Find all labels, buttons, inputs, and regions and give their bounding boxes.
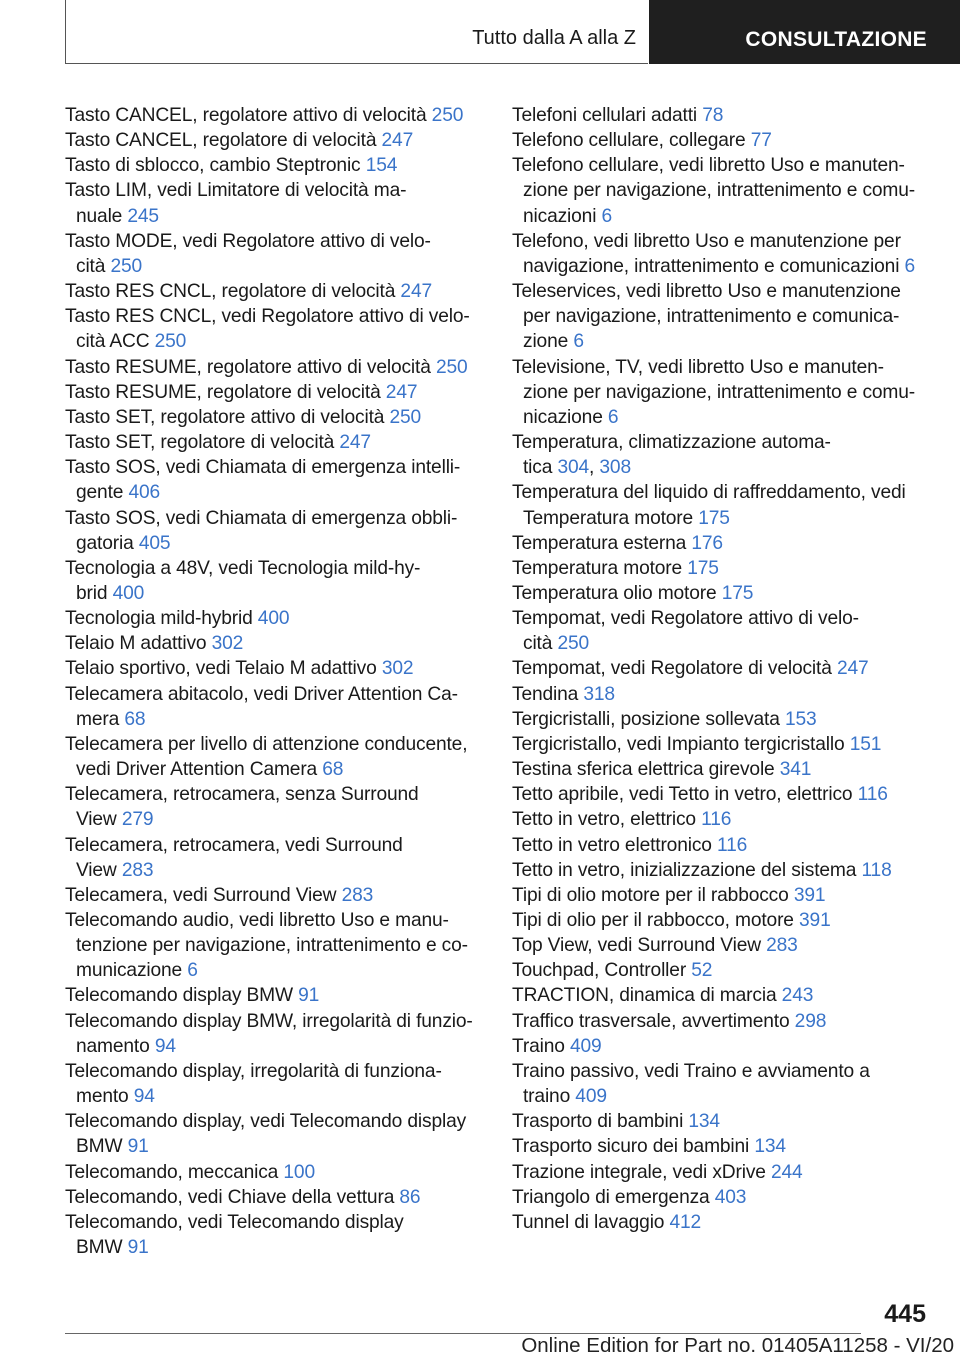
index-entry: [512, 606, 932, 656]
index-entry: [512, 782, 932, 807]
page-reference-link[interactable]: 247: [400, 281, 432, 303]
index-entry: [65, 1185, 485, 1210]
index-entry: [512, 103, 932, 128]
index-entry-text: cità: [523, 633, 553, 655]
page-reference-link[interactable]: 250: [431, 105, 464, 126]
index-entry: Temperatura, climatizzazione automa- tica 304, 308: [512, 432, 831, 479]
index-entry-text: Televisione, TV, vedi libretto Uso e manuten-: [512, 356, 884, 378]
page-reference-link[interactable]: 403: [714, 1186, 747, 1208]
index-entry-text: tenzione per navigazione, intrattenimento e co-: [76, 935, 468, 957]
index-entry: [512, 128, 932, 153]
page-reference-link[interactable]: 175: [721, 582, 754, 604]
index-entry-text: Tempomat, vedi Regolatore di velocità: [512, 658, 832, 680]
header-chapter-tab: CONSULTAZIONE: [649, 0, 960, 64]
index-entry: [65, 455, 485, 505]
index-entry: [512, 355, 932, 430]
index-entry: [65, 556, 485, 606]
page-reference-link[interactable]: 153: [784, 708, 817, 730]
page-reference-link[interactable]: 412: [669, 1211, 702, 1233]
page-reference-link[interactable]: 175: [687, 557, 719, 579]
index-entry-text: Telecamera per livello di attenzione conducente,: [65, 733, 468, 755]
index-entry-text: Telecomando display, vedi Telecomando display: [65, 1111, 467, 1133]
page-reference-link[interactable]: 6: [601, 205, 613, 227]
index-entry: [512, 958, 932, 983]
index-entry-text: Tasto di sblocco, cambio Steptronic: [65, 155, 361, 177]
index-entry: [512, 279, 932, 354]
index-entry: [65, 178, 485, 228]
index-entry: [65, 732, 485, 782]
header-left-rule: [65, 0, 66, 64]
index-entry-text: gatoria: [76, 532, 134, 554]
page-reference-link[interactable]: 78: [702, 105, 724, 126]
index-entry: [512, 933, 932, 958]
page-reference-link[interactable]: 400: [257, 608, 290, 630]
page-reference-link[interactable]: 391: [799, 910, 831, 931]
index-entry: [65, 883, 485, 908]
index-entry: [65, 405, 485, 430]
page-reference-link[interactable]: 302: [381, 658, 414, 680]
index-entry-text: cità ACC: [76, 331, 150, 353]
index-entry: [512, 807, 932, 832]
index-entry-text: traino: [523, 1086, 571, 1108]
page-reference-link[interactable]: 247: [836, 658, 869, 680]
index-entry-text: nuale: [76, 205, 123, 227]
index-entry-text: brid: [76, 582, 108, 604]
index-entry-text: mento: [76, 1086, 129, 1108]
page-reference-link[interactable]: 94: [154, 1035, 176, 1057]
index-entry: [512, 1185, 932, 1210]
index-entry-text: Tergicristalli, posizione sollevata: [512, 708, 780, 730]
page-reference-link[interactable]: 283: [341, 884, 374, 906]
index-entry-text: Tipi di olio per il rabbocco, motore: [512, 910, 794, 931]
page-reference-link[interactable]: 250: [154, 331, 187, 353]
index-entry-text: Traffico trasversale, avvertimento: [512, 1010, 790, 1032]
page-reference-link[interactable]: 52: [691, 960, 713, 982]
index-entry: [65, 1059, 485, 1109]
index-entry: [512, 1210, 932, 1235]
index-entry-text: View: [76, 859, 117, 881]
index-entry-text: Testina sferica elettrica girevole: [512, 759, 775, 781]
page-reference-link[interactable]: 6: [573, 331, 584, 353]
page-reference-link[interactable]: 247: [385, 381, 418, 403]
index-column-left: [65, 103, 485, 1260]
page-reference-link[interactable]: 405: [138, 532, 171, 554]
page-reference-link[interactable]: 406: [128, 482, 161, 504]
index-entry-text: Top View, vedi Surround View: [512, 935, 761, 957]
index-entry: [512, 858, 932, 883]
page-reference-link[interactable]: 175: [698, 507, 730, 529]
index-entry: [512, 556, 932, 581]
index-entry-text: Temperatura olio motore: [512, 582, 717, 604]
index-entry-text: Tasto SET, regolatore di velocità: [65, 432, 335, 454]
index-entry: [512, 153, 932, 228]
index-entry-text: Telaio M adattivo: [65, 633, 207, 655]
index-entry-text: Tasto RESUME, regolatore di velocità: [65, 381, 381, 403]
page-reference-link[interactable]: 91: [127, 1136, 149, 1158]
index-entry: [65, 1160, 485, 1185]
index-entry-text: Telecamera, vedi Surround View: [65, 884, 337, 906]
page-reference-link[interactable]: 94: [133, 1086, 155, 1108]
index-entry-text: BMW: [76, 1237, 123, 1259]
index-entry-text: Triangolo di emergenza: [512, 1186, 710, 1208]
index-entry-text: Telaio sportivo, vedi Telaio M adattivo: [65, 658, 377, 680]
index-entry-text: municazione: [76, 960, 183, 982]
page-reference-link[interactable]: 6: [607, 406, 619, 428]
index-entry-text: Tunnel di lavaggio: [512, 1211, 665, 1233]
page-reference-link[interactable]: 6: [904, 255, 916, 277]
index-entry: [65, 1210, 485, 1260]
index-entry-text: Tasto RES CNCL, vedi Regolatore attivo di velo-: [65, 306, 470, 328]
page-reference-link[interactable]: 176: [691, 532, 723, 554]
index-entry: [512, 908, 932, 933]
page-reference-link[interactable]: 77: [750, 130, 772, 152]
index-entry: [65, 304, 485, 354]
index-entry: [65, 908, 485, 983]
page-reference-link[interactable]: 302: [211, 633, 244, 655]
index-entry-text: Tasto CANCEL, regolatore attivo di velocità: [65, 105, 427, 126]
index-entry-text: Temperatura motore: [523, 507, 694, 529]
index-entry-text: cità: [76, 255, 106, 277]
index-entry: [512, 707, 932, 732]
page-reference-link[interactable]: 100: [283, 1161, 315, 1183]
index-entry-text: Trasporto sicuro dei bambini: [512, 1136, 750, 1158]
index-entry-text: Tasto CANCEL, regolatore di velocità: [65, 130, 377, 152]
index-entry: [512, 983, 932, 1008]
index-entry: [512, 229, 932, 279]
index-entry-text: Trazione integrale, vedi xDrive: [512, 1161, 766, 1183]
index-entry-text: tica: [523, 457, 553, 479]
index-entry-text: Telefono cellulare, vedi libretto Uso e manuten-: [512, 155, 905, 177]
page-reference-link[interactable]: 250: [435, 356, 468, 378]
index-entry: [65, 380, 485, 405]
page-reference-link[interactable]: 250: [110, 255, 143, 277]
index-entry: [512, 656, 932, 681]
index-entry-text: zione per navigazione, intrattenimento e comu-: [523, 180, 915, 202]
page-reference-link[interactable]: 116: [701, 809, 732, 831]
index-entry: [512, 833, 932, 858]
index-entry-text: Temperatura esterna: [512, 532, 687, 554]
index-entry-text: Tipi di olio motore per il rabbocco: [512, 884, 789, 906]
index-entry: [512, 1009, 932, 1034]
page-reference-link[interactable]: 247: [381, 130, 414, 152]
page-reference-link[interactable]: 116: [857, 784, 888, 806]
index-entry-text: Temperatura del liquido di raffreddamento, vedi: [512, 482, 906, 504]
page-reference-link[interactable]: 118: [861, 859, 892, 881]
index-entry-text: Tasto SOS, vedi Chiamata di emergenza intelli-: [65, 457, 461, 479]
index-entry: [65, 656, 485, 681]
page-reference-link[interactable]: 283: [766, 935, 798, 957]
index-entry-text: mera: [76, 708, 120, 730]
index-entry: [65, 631, 485, 656]
index-entry-text: BMW: [76, 1136, 123, 1158]
index-entry-text: Telecomando display, irregolarità di funziona-: [65, 1060, 442, 1082]
index-column-right: [512, 103, 932, 1235]
index-entry-text: navigazione, intrattenimento e comunicazioni: [523, 255, 900, 277]
page-reference-link[interactable]: 250: [389, 406, 422, 428]
index-entry-text: Tetto in vetro, elettrico: [512, 809, 696, 831]
index-entry-text: View: [76, 809, 117, 831]
index-entry-text: Telefono, vedi libretto Uso e manutenzione per: [512, 230, 901, 252]
index-entry-text: Tetto in vetro elettronico: [512, 834, 712, 856]
index-entry-text: Temperatura motore: [512, 557, 683, 579]
index-entry-text: zione: [523, 331, 569, 353]
page-reference-link[interactable]: 91: [298, 985, 320, 1007]
index-entry-text: Tetto apribile, vedi Tetto in vetro, elettrico: [512, 784, 853, 806]
index-entry: [512, 1134, 932, 1159]
index-entry: [65, 506, 485, 556]
page-reference-link[interactable]: 409: [569, 1035, 602, 1057]
index-entry-text: gente: [76, 482, 124, 504]
index-entry-text: Telefoni cellulari adatti: [512, 105, 698, 126]
index-entry: [512, 531, 932, 556]
page-reference-link[interactable]: 244: [770, 1161, 803, 1183]
index-entry: [65, 1109, 485, 1159]
index-entry-text: nicazione: [523, 406, 603, 428]
header-bottom-rule: [65, 63, 648, 64]
index-entry-text: Telecamera abitacolo, vedi Driver Attention Ca-: [65, 683, 458, 705]
index-entry-text: zione per navigazione, intrattenimento e comu-: [523, 381, 915, 403]
index-entry: [65, 103, 485, 128]
index-entry: [65, 229, 485, 279]
index-entry-text: nicazioni: [523, 205, 597, 227]
index-entry-text: Tasto RES CNCL, regolatore di velocità: [65, 281, 396, 303]
page-reference-link[interactable]: 68: [322, 759, 344, 781]
index-entry-text: Telecomando, meccanica: [65, 1161, 279, 1183]
page-reference-link[interactable]: 250: [557, 633, 590, 655]
page-reference-link[interactable]: 283: [121, 859, 154, 881]
index-entry-text: namento: [76, 1035, 150, 1057]
index-entry: [65, 682, 485, 732]
index-entry: [512, 732, 932, 757]
page-reference-link[interactable]: 243: [781, 985, 814, 1007]
footer-edition-text: Online Edition for Part no. 01405A11258 - VI/20: [521, 1334, 954, 1357]
index-entry-text: Temperatura, climatizzazione automa-: [512, 432, 831, 454]
index-entry-text: Tasto MODE, vedi Regolatore attivo di velo-: [65, 230, 431, 252]
page-reference-link[interactable]: 304: [557, 457, 590, 479]
index-entry: [65, 833, 485, 883]
page-number: 445: [884, 1300, 926, 1328]
index-entry-text: Tergicristallo, vedi Impianto tergicristallo: [512, 733, 845, 755]
index-entry-text: vedi Driver Attention Camera: [76, 759, 318, 781]
index-entry: [512, 682, 932, 707]
index-entry: [512, 480, 932, 530]
header-section-title: Tutto dalla A alla Z: [472, 27, 636, 49]
page-reference-link[interactable]: 391: [793, 884, 826, 906]
page-reference-link[interactable]: 341: [779, 759, 812, 781]
page-reference-link[interactable]: 91: [127, 1237, 149, 1259]
page-reference-link[interactable]: 318: [583, 683, 615, 705]
index-entry-text: per navigazione, intrattenimento e comunica-: [523, 306, 900, 328]
index-entry-text: TRACTION, dinamica di marcia: [512, 985, 777, 1007]
index-entry-text: Telecamera, retrocamera, vedi Surround: [65, 834, 403, 856]
page-reference-link[interactable]: 154: [365, 155, 398, 177]
page-reference-link[interactable]: 151: [849, 733, 882, 755]
index-entry: [65, 430, 485, 455]
index-entry: [65, 355, 485, 380]
index-entry-text: Tasto SOS, vedi Chiamata di emergenza obbli-: [65, 507, 458, 529]
index-entry-text: Tecnologia mild-hybrid: [65, 608, 253, 630]
index-entry-text: Telecomando, vedi Telecomando display: [65, 1211, 404, 1233]
index-entry-text: Traino passivo, vedi Traino e avviamento a: [512, 1060, 870, 1082]
index-entry-text: Traino: [512, 1035, 565, 1057]
index-entry-text: Teleservices, vedi libretto Uso e manutenzione: [512, 281, 901, 303]
index-entry-text: Tecnologia a 48V, vedi Tecnologia mild-hy-: [65, 557, 421, 579]
page-reference-link[interactable]: 247: [339, 432, 371, 454]
index-entry: [512, 581, 932, 606]
index-entry: [65, 128, 485, 153]
index-entry-text: Tasto SET, regolatore attivo di velocità: [65, 406, 385, 428]
index-entry-text: Trasporto di bambini: [512, 1111, 684, 1133]
index-entry-text: Tasto RESUME, regolatore attivo di velocità: [65, 356, 431, 378]
index-entry-text: Tetto in vetro, inizializzazione del sistema: [512, 859, 857, 881]
index-entry-text: Tendina: [512, 683, 579, 705]
index-entry-text: Telecomando, vedi Chiave della vettura: [65, 1186, 395, 1208]
page-reference-link[interactable]: 308: [599, 457, 631, 479]
page-reference-link[interactable]: 279: [121, 809, 154, 831]
index-entry: [65, 782, 485, 832]
index-entry: [65, 983, 485, 1008]
index-entry: [65, 153, 485, 178]
index-entry-text: Telecomando audio, vedi libretto Uso e manu-: [65, 910, 449, 931]
index-entry-text: Telefono cellulare, collegare: [512, 130, 746, 152]
index-entry-text: Touchpad, Controller: [512, 960, 687, 982]
index-entry-text: Telecomando display BMW, irregolarità di funzio-: [65, 1010, 473, 1032]
index-entry-text: Telecomando display BMW: [65, 985, 293, 1007]
page-reference-link[interactable]: 6: [187, 960, 198, 982]
index-entry: [65, 1009, 485, 1059]
index-entry-text: Tempomat, vedi Regolatore attivo di velo-: [512, 608, 859, 630]
page-reference-link[interactable]: 86: [399, 1186, 421, 1208]
page-reference-link[interactable]: 134: [688, 1111, 720, 1133]
page-reference-link[interactable]: 68: [124, 708, 146, 730]
index-entry: [512, 757, 932, 782]
index-entry: [512, 1109, 932, 1134]
index-entry: [65, 606, 485, 631]
index-entry: [512, 1034, 932, 1059]
index-entry-text: Telecamera, retrocamera, senza Surround: [65, 784, 419, 806]
page-reference-link[interactable]: 298: [794, 1010, 827, 1032]
page-reference-link[interactable]: 245: [127, 205, 159, 227]
index-entry-text: Tasto LIM, vedi Limitatore di velocità ma-: [65, 180, 407, 202]
index-entry: [512, 883, 932, 908]
page-reference-link[interactable]: 409: [575, 1086, 607, 1108]
index-entry: [512, 1059, 932, 1109]
page-reference-link[interactable]: 400: [112, 582, 145, 604]
index-entry: [65, 279, 485, 304]
page-reference-link[interactable]: 134: [754, 1136, 786, 1158]
index-entry: [512, 1160, 932, 1185]
page-reference-link[interactable]: 116: [717, 834, 748, 856]
